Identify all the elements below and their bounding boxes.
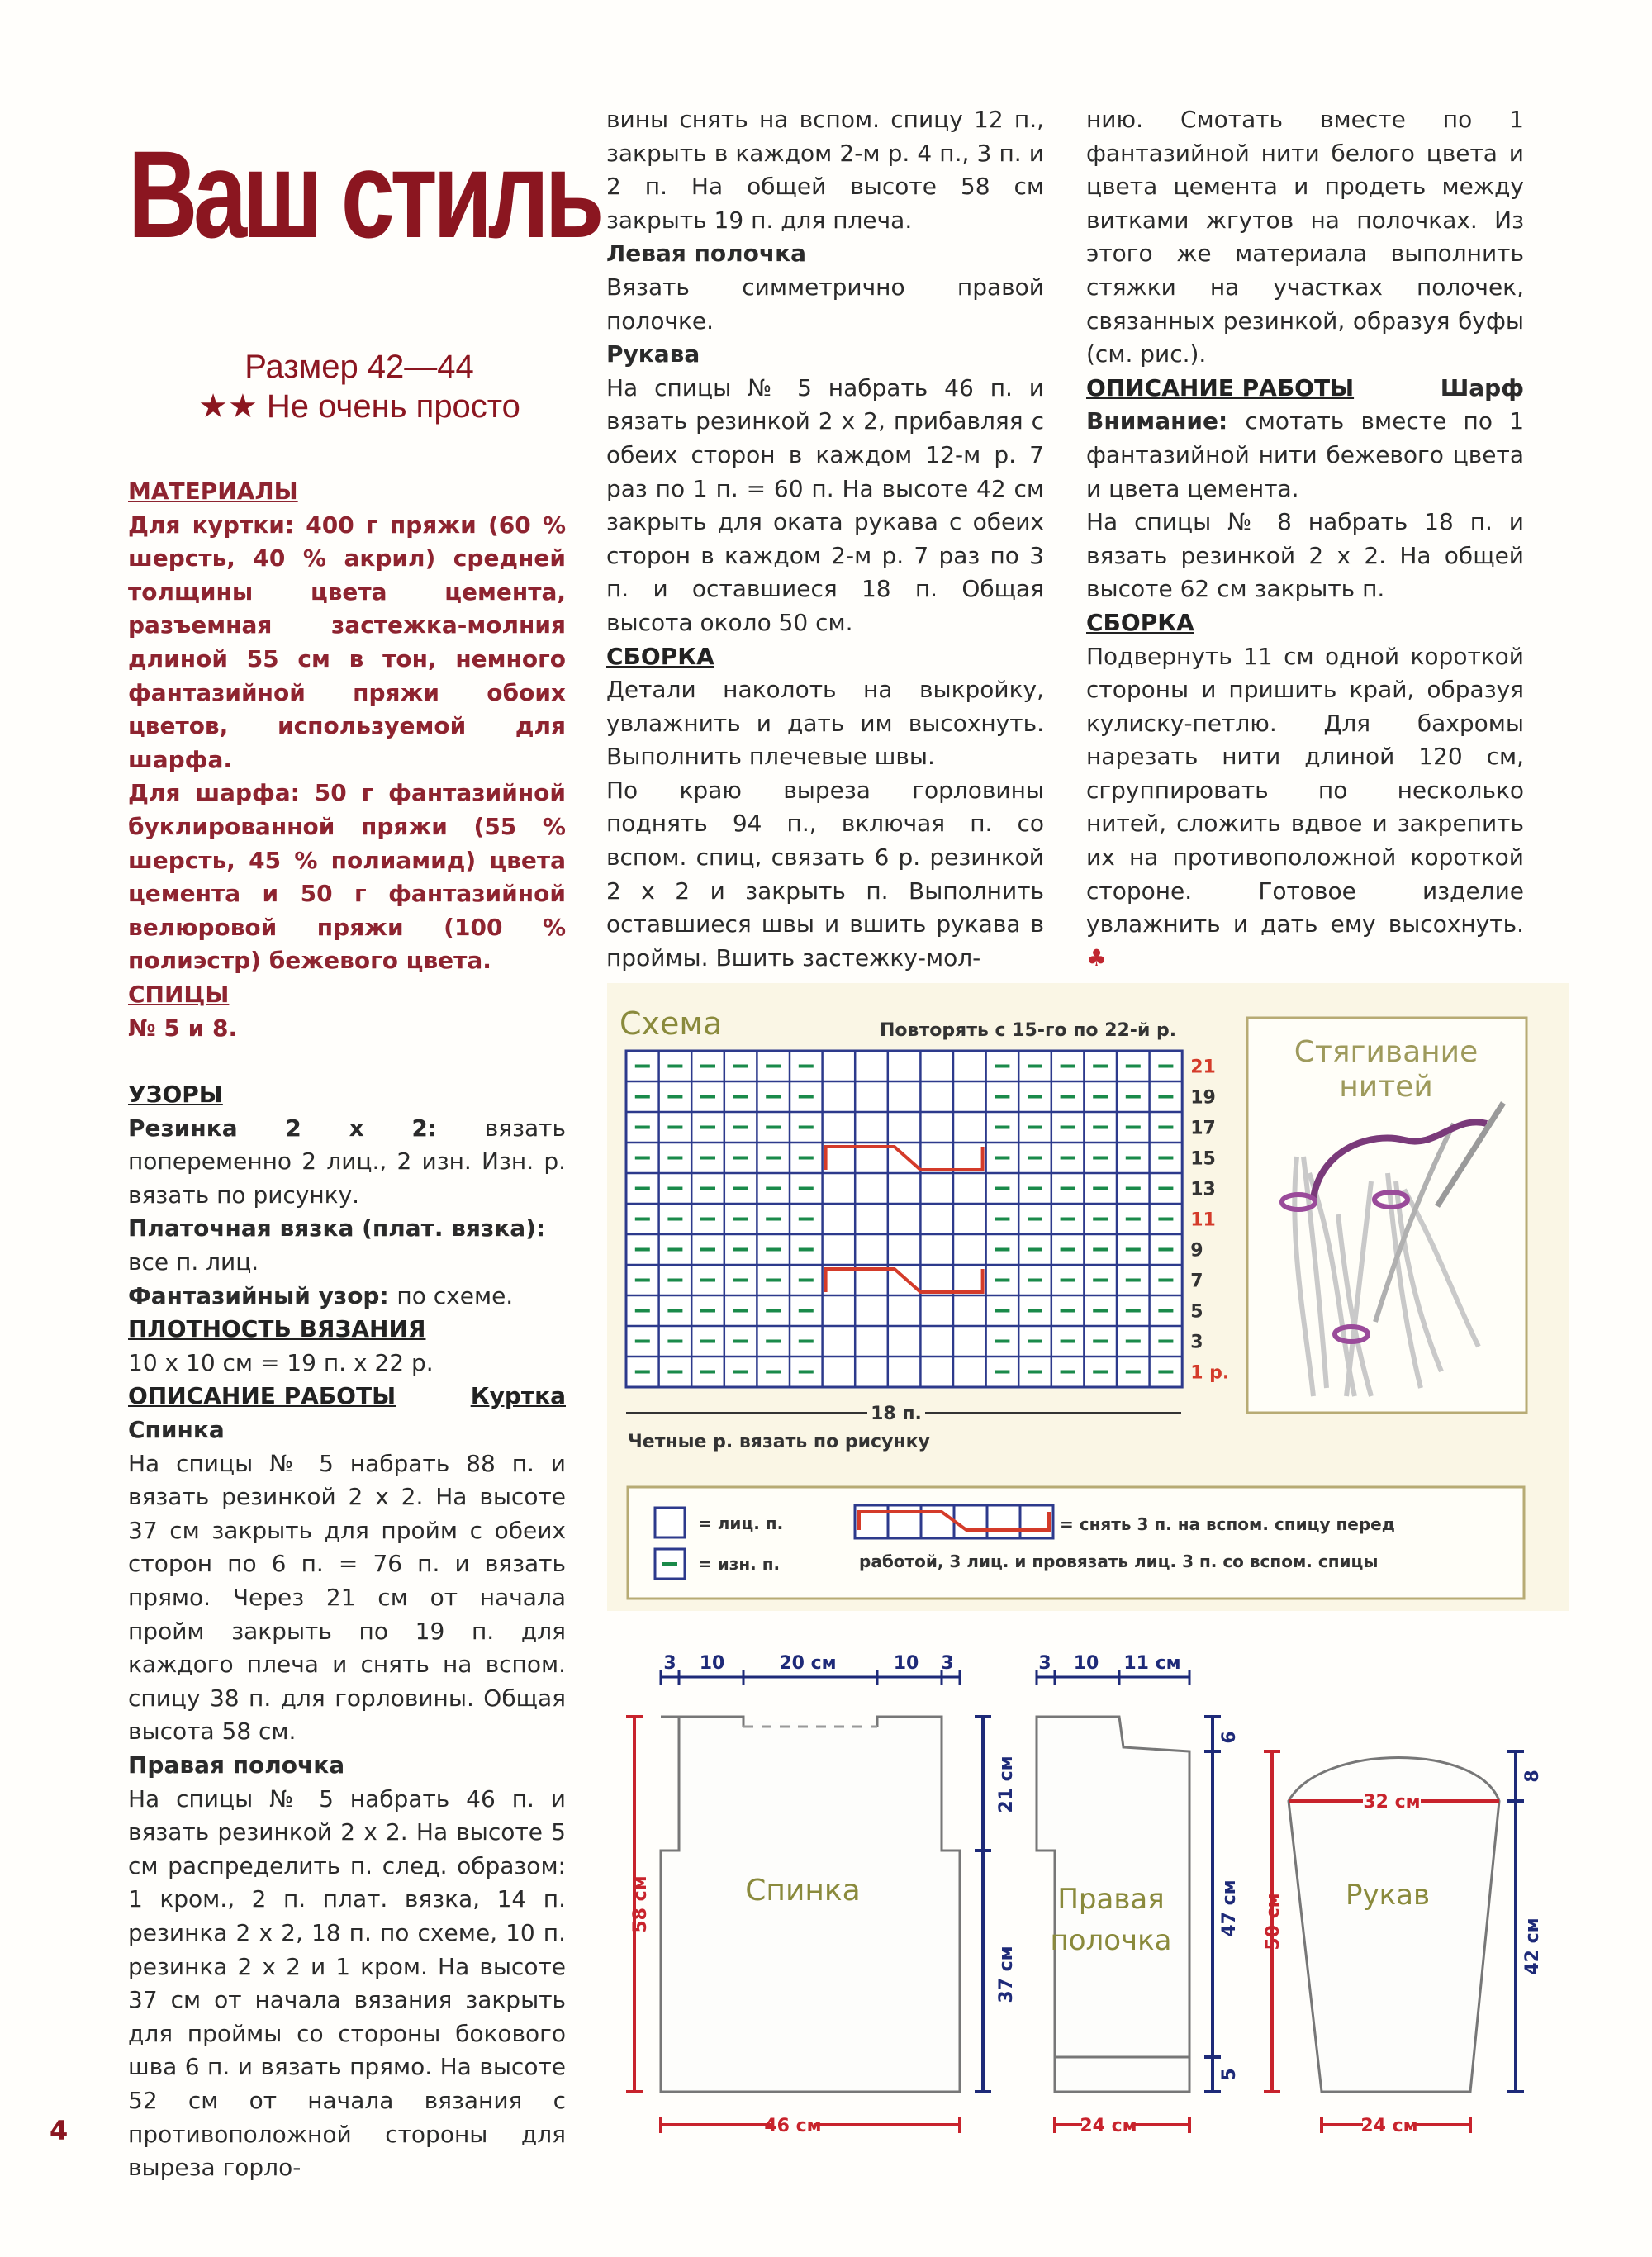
scarf-assembly-body: Подвернуть 11 см одной короткой стороны и пришить край, образуя кулиску-петлю. Для бахромы нарезать нити длиной 120 см, сгруппировать по несколько нитей, сложить вдвое и закрепить их на противоположной короткой стороне. Готовое изделие увлажнить и дать ему высохнуть. (1086, 642, 1524, 938)
sleeves-heading: Рукава (606, 340, 700, 368)
page-title: Ваш стиль (128, 125, 600, 264)
row-label: 15 (1190, 1148, 1216, 1170)
back-heading: Спинка (128, 1416, 225, 1444)
work-item: Куртка (470, 1382, 566, 1410)
front-rib-label: 5 (1219, 2068, 1240, 2081)
club-icon: ♣ (1086, 943, 1108, 972)
sleeve-height-label: 50 см (1263, 1893, 1284, 1951)
row-label: 5 (1190, 1301, 1203, 1323)
back-side-dim (975, 1717, 991, 2092)
work-heading: ОПИСАНИЕ РАБОТЫ (128, 1382, 396, 1410)
back-top-3: 20 см (779, 1653, 837, 1674)
right-front-text: На спицы № 5 набрать 46 п. и вязать резинкой 2 х 2. На высоте 5 см распределить п. след. образом: 1 кром., 2 п. плат. вязка, 14 п. резинка 2 х 2, 18 п. по схеме, 10 п. резинка 2 х 2 и 1 кром. На высоте 37 см от начала вязания закрыть для проймы со стороны бокового шва 6 п. и вязать прямо. На высоте 52 см от начала вязания с противоположной стороны для выреза горло- (128, 1784, 566, 2182)
row-label: 1 р. (1190, 1362, 1230, 1384)
legend-cable-1: = снять 3 п. на вспом. спицу перед (1060, 1514, 1395, 1534)
legend-box (628, 1487, 1524, 1599)
legend-purl: = изн. п. (698, 1554, 781, 1574)
front-neck-label: 6 (1219, 1731, 1240, 1744)
fancy-text: по схеме. (396, 1281, 514, 1309)
assembly-heading: СБОРКА (606, 642, 714, 670)
back-top-2: 10 (699, 1653, 725, 1674)
back-lower-label: 37 см (996, 1946, 1017, 2003)
schema-title: Схема (620, 1005, 723, 1042)
top-measure-lines (661, 1670, 1189, 1685)
size-line: Размер 42—44 (244, 349, 474, 385)
scarf-label: Для шарфа: (128, 779, 300, 807)
back-label: Спинка (745, 1874, 861, 1908)
sleeve-top-label: 32 см (1363, 1792, 1421, 1813)
legend-knit: = лиц. п. (698, 1513, 784, 1533)
row-label: 17 (1190, 1118, 1216, 1139)
zipper-continuation: нию. Смотать вместе по 1 фантазийной нити белого цвета и цвета цемента и продеть между витками жгутов на полочках. Из этого же материала выполнить стяжки на участках полочек, связанных резинкой, образуя буфы (см. рис.). (1086, 106, 1524, 368)
width-label: 18 п. (871, 1404, 922, 1424)
row-label: 13 (1190, 1179, 1216, 1200)
materials-heading: МАТЕРИАЛЫ (128, 478, 298, 505)
left-front-text: Вязать симметрично правой полочке. (606, 273, 1044, 335)
sleeve-side-dim (1507, 1751, 1524, 2092)
sleeve-lower-label: 42 см (1522, 1917, 1543, 1975)
rib-label: Резинка 2 х 2: (128, 1114, 438, 1142)
jacket-text: 400 г пряжи (60 % шерсть, 40 % акрил) средней толщины цвета цемента, разъемная застежка-молния длиной 55 см в тон, немного фантазийной пряжи обоих цветов, используемой для шарфа. (128, 511, 567, 773)
front-label-2: полочка (1050, 1924, 1172, 1957)
scarf-assembly-heading: СБОРКА (1086, 608, 1194, 636)
patterns-heading: УЗОРЫ (128, 1081, 223, 1109)
sleeve-width-label: 24 см (1360, 2116, 1418, 2136)
difficulty-line: ★★ Не очень просто (198, 388, 520, 425)
front-side-dim (1204, 1717, 1221, 2092)
sleeve-cap-label: 8 (1522, 1770, 1543, 1783)
row-label: 9 (1190, 1240, 1203, 1262)
front-top-1: 3 (1038, 1653, 1051, 1674)
scarf-work-heading: ОПИСАНИЕ РАБОТЫ (1086, 373, 1355, 402)
legend-cable-2: работой, 3 лиц. и провязать лиц. 3 п. со вспом. спицы (859, 1551, 1379, 1571)
gauge-heading: ПЛОТНОСТЬ ВЯЗАНИЯ (128, 1315, 426, 1343)
row-label: 21 (1190, 1057, 1216, 1078)
assembly-text-2: По краю выреза горловины поднять 94 п., включая п. со вспом. спиц, связать 6 р. резинкой 2 х 2 и закрыть п. Выполнить оставшиеся швы и вшить рукава в проймы. Вшить застежку-мол- (606, 776, 1044, 972)
assembly-text-1: Детали наколоть на выкройку, увлажнить и дать им высохнуть. Выполнить плечевые швы. (606, 676, 1044, 771)
fancy-label: Фантазийный узор: (128, 1281, 389, 1309)
left-front-heading: Левая полочка (606, 240, 807, 268)
page-number: 4 (50, 2115, 69, 2146)
knit-symbol (655, 1508, 685, 1537)
scarf-text: На спицы № 8 набрать 18 п. и вязать резинкой 2 х 2. На общей высоте 62 см закрыть п. (1086, 508, 1524, 603)
back-top-4: 10 (893, 1653, 919, 1674)
needles-heading: СПИЦЫ (128, 980, 230, 1008)
sleeves-text: На спицы № 5 набрать 46 п. и вязать резинкой 2 х 2, прибавляя с обеих сторон в каждом 12-м р. 7 раз по 1 п. = 60 п. На высоте 42 см закрыть для оката рукава с обеих сторон в каждом 2-м р. 7 раз по 3 п. и оставшиеся 18 п. Общая высота около 50 см. (606, 373, 1044, 636)
front-top-3: 11 см (1123, 1653, 1181, 1674)
needles-text: № 5 и 8. (128, 1014, 238, 1042)
rib-text: вязать попеременно 2 лиц., 2 изн. Изн. р. вязать по рисунку. (128, 1114, 566, 1209)
sleeve-label: Рукав (1345, 1879, 1431, 1912)
garter-label: Платочная вязка (плат. вязка): (128, 1214, 546, 1243)
back-armhole-label: 21 см (996, 1756, 1017, 1813)
back-top-5: 3 (941, 1653, 954, 1674)
gathering-title-1: Стягивание (1294, 1035, 1479, 1069)
right-front-heading: Правая полочка (128, 1751, 345, 1779)
front-label-1: Правая (1057, 1883, 1165, 1916)
gauge-text: 10 х 10 см = 19 п. х 22 р. (128, 1348, 434, 1376)
row-labels (1190, 1057, 1229, 1384)
row-label: 3 (1190, 1332, 1203, 1353)
attention-label: Внимание: (1086, 407, 1228, 435)
back-height-label: 58 см (630, 1875, 651, 1933)
repeat-note: Повторять с 15-го по 22-й р. (880, 1020, 1177, 1041)
stitch-chart-grid (626, 1051, 1182, 1387)
row-label: 11 (1190, 1209, 1216, 1231)
scarf-text: 50 г фантазийной буклированной пряжи (55 % шерсть, 45 % полиамид) цвета цемента и 50 г фантазийной велюровой пряжи (100 % полиэстр) бежевого цвета. (128, 779, 567, 975)
front-total-label: 47 см (1219, 1879, 1240, 1937)
scarf-work-item: Шарф (1440, 373, 1524, 402)
garter-text: все п. лиц. (128, 1248, 259, 1276)
front-top-2: 10 (1073, 1653, 1099, 1674)
cable-symbol (855, 1505, 1053, 1538)
row-label: 7 (1190, 1271, 1203, 1292)
back-width-label: 46 см (764, 2116, 822, 2136)
neck-continuation: вины снять на вспом. спицу 12 п., закрыть в каждом 2-м р. 4 п., 3 п. и 2 п. На общей высоте 58 см закрыть 19 п. для плеча. (606, 106, 1044, 234)
row-label: 19 (1190, 1087, 1216, 1109)
back-text: На спицы № 5 набрать 88 п. и вязать резинкой 2 х 2. На высоте 37 см закрыть для пройм с обеих сторон по 6 п. = 76 п. и вязать прямо. Через 21 см от начала пройм закрыть по 19 п. для каждого плеча и снять на вспом. спицу 38 п. для горловины. Общая высота 58 см. (128, 1449, 566, 1746)
back-top-1: 3 (663, 1653, 676, 1674)
gathering-title-2: нитей (1339, 1070, 1433, 1104)
even-rows-note: Четные р. вязать по рисунку (628, 1432, 930, 1452)
front-width-label: 24 см (1080, 2116, 1137, 2136)
jacket-label: Для куртки: (128, 511, 295, 539)
attention-text: смотать вместе по 1 фантазийной нити бежевого цвета и цвета цемента. (1086, 407, 1525, 502)
